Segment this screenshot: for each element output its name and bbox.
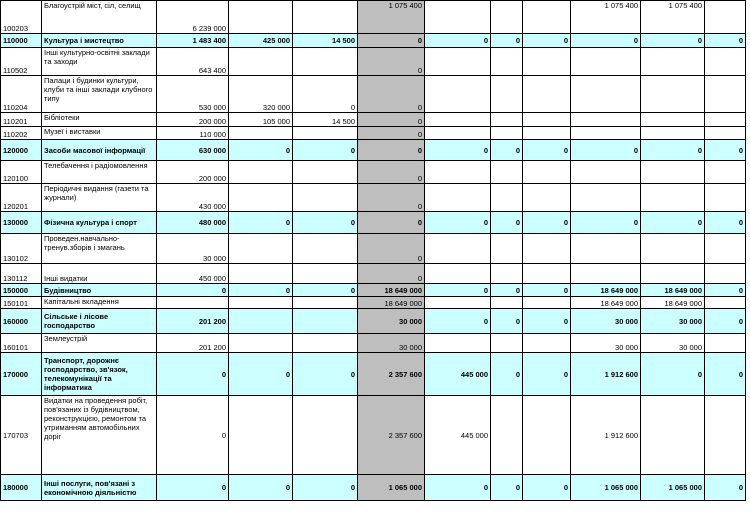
table-row — [1, 234, 746, 264]
cell-value: 0 — [641, 353, 705, 396]
section-row — [1, 140, 746, 161]
cell-value — [523, 234, 571, 264]
cell-value: 0 — [571, 212, 641, 234]
row-name: Землеустрій — [42, 334, 157, 353]
cell-value: 0 — [358, 127, 425, 140]
cell-value: 0 — [571, 140, 641, 161]
cell-value — [705, 76, 746, 113]
cell-value — [705, 161, 746, 184]
cell-value: 0 — [358, 48, 425, 76]
cell-value: 0 — [229, 353, 293, 396]
row-name: Благоустрій міст, сіл, селищ — [42, 1, 157, 34]
cell-value: 0 — [523, 212, 571, 234]
cell-value — [293, 264, 358, 284]
cell-value — [571, 184, 641, 212]
row-code: 160000 — [1, 309, 42, 334]
cell-value: 0 — [425, 284, 491, 297]
cell-value — [705, 48, 746, 76]
cell-value: 1 065 000 — [571, 475, 641, 501]
cell-value — [705, 127, 746, 140]
cell-value — [641, 161, 705, 184]
cell-value — [425, 113, 491, 127]
cell-value: 0 — [571, 34, 641, 48]
cell-value: 0 — [293, 353, 358, 396]
cell-value: 0 — [425, 309, 491, 334]
row-name: Засоби масової інформації — [42, 140, 157, 161]
cell-value: 18 649 000 — [358, 297, 425, 309]
cell-value: 30 000 — [358, 309, 425, 334]
table-row — [1, 396, 746, 475]
cell-value — [571, 264, 641, 284]
cell-value: 0 — [229, 475, 293, 501]
cell-value — [641, 396, 705, 475]
row-code: 110202 — [1, 127, 42, 140]
cell-value — [229, 234, 293, 264]
cell-value — [491, 234, 523, 264]
row-code: 180000 — [1, 475, 42, 501]
cell-value — [293, 161, 358, 184]
row-code: 170000 — [1, 353, 42, 396]
row-code: 170703 — [1, 396, 42, 475]
row-code: 110204 — [1, 76, 42, 113]
cell-value — [491, 76, 523, 113]
row-name: Будівництво — [42, 284, 157, 297]
cell-value — [523, 396, 571, 475]
cell-value — [491, 396, 523, 475]
row-code: 120000 — [1, 140, 42, 161]
cell-value — [425, 161, 491, 184]
cell-value: 0 — [491, 475, 523, 501]
cell-value: 0 — [425, 34, 491, 48]
cell-value — [491, 184, 523, 212]
cell-value: 1 065 000 — [358, 475, 425, 501]
cell-value — [229, 127, 293, 140]
cell-value — [523, 161, 571, 184]
cell-value — [641, 264, 705, 284]
row-name: Інші видатки — [42, 264, 157, 284]
cell-value: 2 357 600 — [358, 353, 425, 396]
cell-value: 0 — [705, 34, 746, 48]
cell-value: 320 000 — [229, 76, 293, 113]
cell-value — [523, 334, 571, 353]
cell-value — [425, 184, 491, 212]
cell-value — [425, 76, 491, 113]
section-row — [1, 353, 746, 396]
cell-value — [157, 297, 229, 309]
cell-value: 18 649 000 — [641, 297, 705, 309]
cell-value: 0 — [229, 212, 293, 234]
cell-value: 0 — [491, 34, 523, 48]
cell-value: 1 075 400 — [571, 1, 641, 34]
section-row — [1, 475, 746, 501]
table-row — [1, 48, 746, 76]
cell-value — [293, 48, 358, 76]
cell-value: 0 — [358, 184, 425, 212]
cell-value: 6 239 000 — [157, 1, 229, 34]
cell-value: 630 000 — [157, 140, 229, 161]
section-row — [1, 284, 746, 297]
row-name: Культура і мистецтво — [42, 34, 157, 48]
cell-value: 30 000 — [157, 234, 229, 264]
cell-value — [523, 48, 571, 76]
cell-value: 30 000 — [571, 334, 641, 353]
cell-value — [491, 161, 523, 184]
cell-value: 0 — [491, 309, 523, 334]
cell-value: 0 — [293, 475, 358, 501]
row-name: Інші послуги, пов'язані з економічною діяльністю — [42, 475, 157, 501]
cell-value: 0 — [641, 212, 705, 234]
cell-value — [491, 48, 523, 76]
cell-value: 0 — [425, 140, 491, 161]
cell-value: 0 — [705, 309, 746, 334]
cell-value: 0 — [523, 353, 571, 396]
cell-value — [491, 1, 523, 34]
table-row — [1, 76, 746, 113]
cell-value — [523, 184, 571, 212]
cell-value — [229, 297, 293, 309]
table-row — [1, 264, 746, 284]
cell-value — [491, 113, 523, 127]
table-row — [1, 1, 746, 34]
cell-value — [705, 113, 746, 127]
cell-value — [571, 234, 641, 264]
table-row — [1, 113, 746, 127]
table-row — [1, 297, 746, 309]
cell-value: 0 — [157, 353, 229, 396]
row-code: 110502 — [1, 48, 42, 76]
row-name: Палаци і будинки культури, клуби та інші заклади клубного типу — [42, 76, 157, 113]
cell-value — [571, 48, 641, 76]
cell-value: 430 000 — [157, 184, 229, 212]
cell-value — [491, 127, 523, 140]
cell-value: 0 — [705, 475, 746, 501]
cell-value: 0 — [293, 284, 358, 297]
cell-value: 0 — [523, 475, 571, 501]
cell-value: 0 — [293, 76, 358, 113]
cell-value: 0 — [491, 284, 523, 297]
row-name: Транспорт, дорожнє господарство, зв'язок, телекомунікації та інформатика — [42, 353, 157, 396]
row-code: 110201 — [1, 113, 42, 127]
cell-value: 18 649 000 — [571, 284, 641, 297]
cell-value: 1 075 400 — [641, 1, 705, 34]
row-name: Бібліотеки — [42, 113, 157, 127]
row-code: 100203 — [1, 1, 42, 34]
cell-value: 450 000 — [157, 264, 229, 284]
row-name: Телебачення і радіомовлення — [42, 161, 157, 184]
cell-value: 530 000 — [157, 76, 229, 113]
cell-value: 0 — [358, 140, 425, 161]
cell-value — [425, 48, 491, 76]
cell-value — [571, 113, 641, 127]
cell-value — [229, 161, 293, 184]
row-code: 130000 — [1, 212, 42, 234]
row-code: 120201 — [1, 184, 42, 212]
table-row — [1, 334, 746, 353]
cell-value: 1 912 600 — [571, 396, 641, 475]
cell-value — [705, 297, 746, 309]
cell-value: 30 000 — [641, 309, 705, 334]
row-code: 130102 — [1, 234, 42, 264]
cell-value: 110 000 — [157, 127, 229, 140]
cell-value: 200 000 — [157, 113, 229, 127]
cell-value — [425, 1, 491, 34]
section-row — [1, 309, 746, 334]
row-name: Проведен.навчально-тренув.зборів і змагань — [42, 234, 157, 264]
cell-value — [641, 234, 705, 264]
cell-value: 0 — [293, 212, 358, 234]
cell-value: 14 500 — [293, 34, 358, 48]
cell-value: 0 — [157, 396, 229, 475]
cell-value — [641, 113, 705, 127]
cell-value — [523, 1, 571, 34]
cell-value: 1 483 400 — [157, 34, 229, 48]
cell-value — [705, 396, 746, 475]
cell-value — [293, 234, 358, 264]
cell-value — [491, 297, 523, 309]
cell-value: 200 000 — [157, 161, 229, 184]
cell-value — [571, 161, 641, 184]
table-row — [1, 184, 746, 212]
cell-value: 0 — [358, 34, 425, 48]
cell-value: 425 000 — [229, 34, 293, 48]
cell-value: 0 — [705, 284, 746, 297]
cell-value — [705, 1, 746, 34]
cell-value: 0 — [229, 284, 293, 297]
row-code: 150101 — [1, 297, 42, 309]
cell-value: 0 — [523, 309, 571, 334]
cell-value: 0 — [157, 284, 229, 297]
cell-value — [229, 184, 293, 212]
cell-value: 445 000 — [425, 353, 491, 396]
cell-value: 201 200 — [157, 309, 229, 334]
cell-value — [229, 1, 293, 34]
cell-value — [641, 184, 705, 212]
cell-value: 0 — [358, 234, 425, 264]
cell-value: 0 — [491, 212, 523, 234]
cell-value — [229, 334, 293, 353]
cell-value — [523, 297, 571, 309]
cell-value — [293, 309, 358, 334]
cell-value — [571, 76, 641, 113]
cell-value — [293, 396, 358, 475]
cell-value — [293, 1, 358, 34]
cell-value — [293, 184, 358, 212]
table-row — [1, 161, 746, 184]
cell-value: 18 649 000 — [358, 284, 425, 297]
cell-value: 1 912 600 — [571, 353, 641, 396]
row-name: Музеї і виставки — [42, 127, 157, 140]
cell-value: 0 — [358, 212, 425, 234]
cell-value — [293, 297, 358, 309]
cell-value — [641, 127, 705, 140]
row-name: Фізична культура і спорт — [42, 212, 157, 234]
cell-value — [425, 297, 491, 309]
row-code: 150000 — [1, 284, 42, 297]
row-name: Періодичні видання (газети та журнали) — [42, 184, 157, 212]
cell-value — [523, 127, 571, 140]
cell-value: 0 — [425, 212, 491, 234]
cell-value — [229, 264, 293, 284]
cell-value: 0 — [641, 140, 705, 161]
cell-value — [523, 76, 571, 113]
cell-value — [705, 184, 746, 212]
row-name: Капітальні вкладення — [42, 297, 157, 309]
row-code: 110000 — [1, 34, 42, 48]
cell-value — [425, 334, 491, 353]
cell-value: 0 — [358, 113, 425, 127]
section-row — [1, 212, 746, 234]
row-name: Інші культурно-освітні заклади та заходи — [42, 48, 157, 76]
row-name: Видатки на проведення робіт, пов'язаних із будівництвом, реконструкцією, ремонтом та утриманням автомобільних доріг — [42, 396, 157, 475]
cell-value: 0 — [523, 34, 571, 48]
cell-value: 2 357 600 — [358, 396, 425, 475]
cell-value: 30 000 — [571, 309, 641, 334]
cell-value: 0 — [358, 264, 425, 284]
cell-value — [229, 396, 293, 475]
row-name: Сільське і лісове господарство — [42, 309, 157, 334]
row-code: 130112 — [1, 264, 42, 284]
cell-value: 0 — [705, 140, 746, 161]
cell-value — [641, 76, 705, 113]
cell-value — [293, 334, 358, 353]
cell-value — [705, 334, 746, 353]
cell-value: 0 — [491, 140, 523, 161]
cell-value — [229, 309, 293, 334]
cell-value: 18 649 000 — [641, 284, 705, 297]
cell-value — [425, 264, 491, 284]
row-code: 160101 — [1, 334, 42, 353]
cell-value — [571, 127, 641, 140]
cell-value: 30 000 — [358, 334, 425, 353]
cell-value: 0 — [358, 161, 425, 184]
cell-value — [705, 234, 746, 264]
cell-value — [491, 264, 523, 284]
cell-value — [425, 127, 491, 140]
section-row — [1, 34, 746, 48]
cell-value — [523, 264, 571, 284]
cell-value — [705, 264, 746, 284]
cell-value: 0 — [705, 212, 746, 234]
cell-value: 1 075 400 — [358, 1, 425, 34]
cell-value — [293, 127, 358, 140]
cell-value: 30 000 — [641, 334, 705, 353]
cell-value: 643 400 — [157, 48, 229, 76]
cell-value: 0 — [705, 353, 746, 396]
cell-value: 0 — [358, 76, 425, 113]
cell-value: 0 — [491, 353, 523, 396]
cell-value: 1 065 000 — [641, 475, 705, 501]
cell-value: 14 500 — [293, 113, 358, 127]
row-code: 120100 — [1, 161, 42, 184]
cell-value: 445 000 — [425, 396, 491, 475]
cell-value: 480 000 — [157, 212, 229, 234]
cell-value: 0 — [523, 140, 571, 161]
cell-value: 105 000 — [229, 113, 293, 127]
cell-value: 0 — [523, 284, 571, 297]
cell-value: 201 200 — [157, 334, 229, 353]
cell-value — [523, 113, 571, 127]
cell-value: 18 649 000 — [571, 297, 641, 309]
cell-value: 0 — [425, 475, 491, 501]
table-row — [1, 127, 746, 140]
cell-value — [229, 48, 293, 76]
cell-value: 0 — [157, 475, 229, 501]
cell-value — [425, 234, 491, 264]
cell-value: 0 — [293, 140, 358, 161]
cell-value: 0 — [229, 140, 293, 161]
cell-value — [641, 48, 705, 76]
cell-value: 0 — [641, 34, 705, 48]
cell-value — [491, 334, 523, 353]
